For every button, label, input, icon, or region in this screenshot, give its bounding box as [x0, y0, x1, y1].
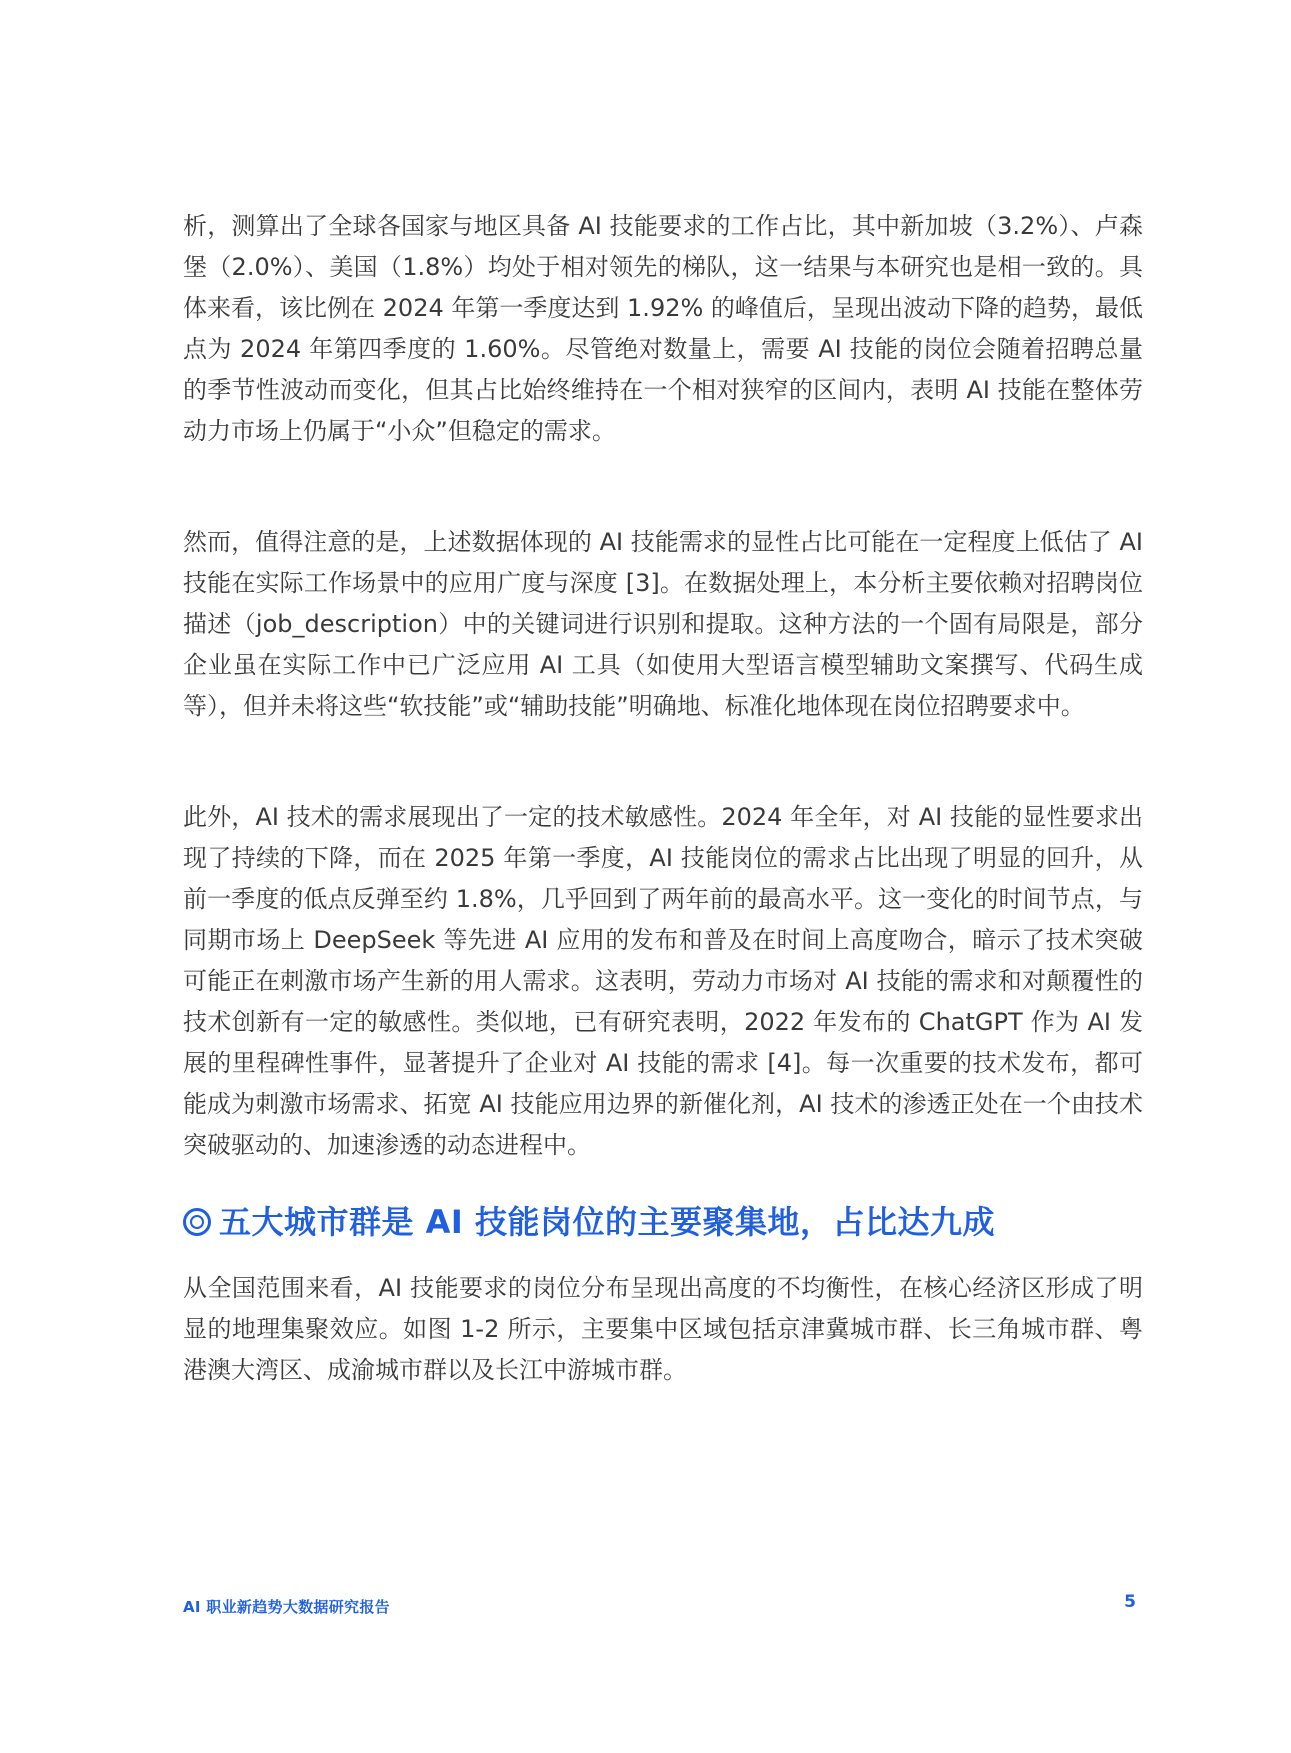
footer-report-title: AI 职业新趋势大数据研究报告 — [183, 1598, 390, 1616]
section-heading-text: 五大城市群是 AI 技能岗位的主要聚集地，占比达九成 — [219, 1203, 995, 1241]
body-paragraph-1: 析，测算出了全球各国家与地区具备 AI 技能要求的工作占比，其中新加坡（3.2%）、卢森堡（2.0%）、美国（1.8%）均处于相对领先的梯队，这一结果与本研究也是相一致的。具体来看，该比例在 2024 年第一季度达到 1.92% 的峰值后，呈现出波动下降的趋势，最低点为 2024 年第四季度的 1.60%。尽管绝对数量上，需要 AI 技能的岗位会随着招聘总量的季节性波动而变化，但其占比始终维持在一个相对狭窄的区间内，表明 AI 技能在整体劳动力市场上仍属于“小众”但稳定的需求。 — [183, 212, 1143, 445]
page-content — [183, 206, 1143, 1391]
body-paragraph-2: 然而，值得注意的是，上述数据体现的 AI 技能需求的显性占比可能在一定程度上低估了 AI 技能在实际工作场景中的应用广度与深度 [3]。在数据处理上，本分析主要依赖对招聘岗位描述（job_description）中的关键词进行识别和提取。这种方法的一个固有局限是，部分企业虽在实际工作中已广泛应用 AI 工具（如使用大型语言模型辅助文案撰写、代码生成等），但并未将这些“软技能”或“辅助技能”明确地、标准化地体现在岗位招聘要求中。 — [183, 528, 1143, 720]
page-number: 5 — [1124, 1592, 1136, 1612]
page-footer — [183, 1592, 1136, 1620]
section-heading — [183, 1200, 1143, 1244]
body-paragraph-3: 此外，AI 技术的需求展现出了一定的技术敏感性。2024 年全年，对 AI 技能的显性要求出现了持续的下降，而在 2025 年第一季度，AI 技能岗位的需求占比出现了明显的回升，从前一季度的低点反弹至约 1.8%，几乎回到了两年前的最高水平。这一变化的时间节点，与同期市场上 DeepSeek 等先进 AI 应用的发布和普及在时间上高度吻合，暗示了技术突破可能正在刺激市场产生新的用人需求。这表明，劳动力市场对 AI 技能的需求和对颠覆性的技术创新有一定的敏感性。类似地，已有研究表明，2022 年发布的 ChatGPT 作为 AI 发展的里程碑性事件，显著提升了企业对 AI 技能的需求 [4]。每一次重要的技术发布，都可能成为刺激市场需求、拓宽 AI 技能应用边界的新催化剂，AI 技术的渗透正处在一个由技术突破驱动的、加速渗透的动态进程中。 — [183, 803, 1143, 1159]
double-circle-icon — [183, 1208, 211, 1236]
section-paragraph: 从全国范围来看，AI 技能要求的岗位分布呈现出高度的不均衡性，在核心经济区形成了明显的地理集聚效应。如图 1-2 所示，主要集中区域包括京津冀城市群、长三角城市群、粤港澳大湾区、成渝城市群以及长江中游城市群。 — [183, 1274, 1143, 1384]
